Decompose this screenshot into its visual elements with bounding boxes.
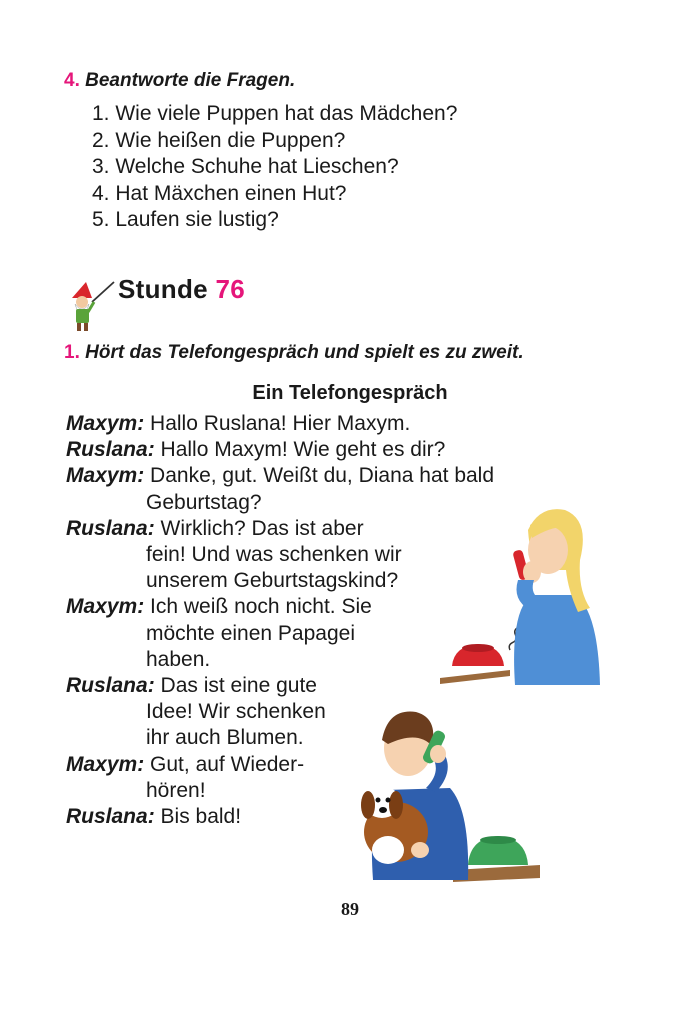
dialogue-text: Hallo Ruslana! Hier Maxym. [150,412,411,435]
speaker: Ruslana: [66,516,155,540]
lesson-number: 76 [215,274,245,304]
question-item: 3. Welche Schuhe hat Lieschen? [92,155,399,178]
task-4-title: Beantworte die Fragen. [85,70,296,91]
task-1-title: Hört das Telefongespräch und spielt es zu zweit. [85,342,524,363]
dialogue-text: hören! [146,778,206,802]
dialogue-title: Ein Telefongespräch [252,382,448,404]
question-list [92,101,457,234]
task-4-heading [64,70,295,92]
dialogue-text: Danke, gut. Weißt du, Diana hat bald [150,464,495,488]
task-1-heading [64,342,524,364]
dialogue-line [66,594,494,620]
speaker: Maxym: [66,752,145,776]
speaker: Ruslana: [66,438,155,462]
dialogue-text: ihr auch Blumen. [146,726,304,750]
dialogue-text: Idee! Wir schenken [146,700,326,724]
speaker: Ruslana: [66,674,155,698]
girl-on-phone-illustration [440,500,605,685]
dialogue-text: Hallo Maxym! Wie geht es dir? [160,438,446,462]
dialogue-line [66,463,494,489]
dialogue-text: Bis bald! [160,805,242,829]
gnome-pointer-icon [66,280,116,335]
dialogue-text: möchte einen Papagei [146,621,355,645]
dialogue-line [66,673,494,699]
task-4-number: 4. [64,70,80,91]
dialogue-line [66,411,494,437]
question-item: 5. Laufen sie lustig? [92,208,279,231]
speaker: Maxym: [66,595,145,619]
dialogue-line [66,437,494,463]
speaker: Maxym: [66,412,145,435]
dialogue-text: Geburtstag? [146,490,262,514]
question-item: 1. Wie viele Puppen hat das Mädchen? [92,102,458,125]
dialogue-text: fein! Und was schenken wir [146,543,402,567]
page-number: 89 [341,899,359,919]
dialogue-text: haben. [146,647,211,671]
question-item: 4. Hat Mäxchen einen Hut? [92,181,347,205]
task-1-number: 1. [64,342,80,363]
speaker: Ruslana: [66,805,155,829]
dialogue-text: Ich weiß noch nicht. Sie [150,595,372,619]
dialogue-line [66,516,494,542]
lesson-heading [118,274,245,305]
dialogue-text: unserem Geburtstagskind? [146,569,399,593]
boy-with-dog-on-phone-illustration [358,700,543,885]
dialogue-text: Gut, auf Wieder- [150,752,305,776]
dialogue-text: Wirklich? Das ist aber [160,516,364,540]
dialogue-text: Das ist eine gute [160,674,317,698]
lesson-label: Stunde [118,274,208,304]
question-item: 2. Wie heißen die Puppen? [92,128,346,152]
speaker: Maxym: [66,464,145,488]
